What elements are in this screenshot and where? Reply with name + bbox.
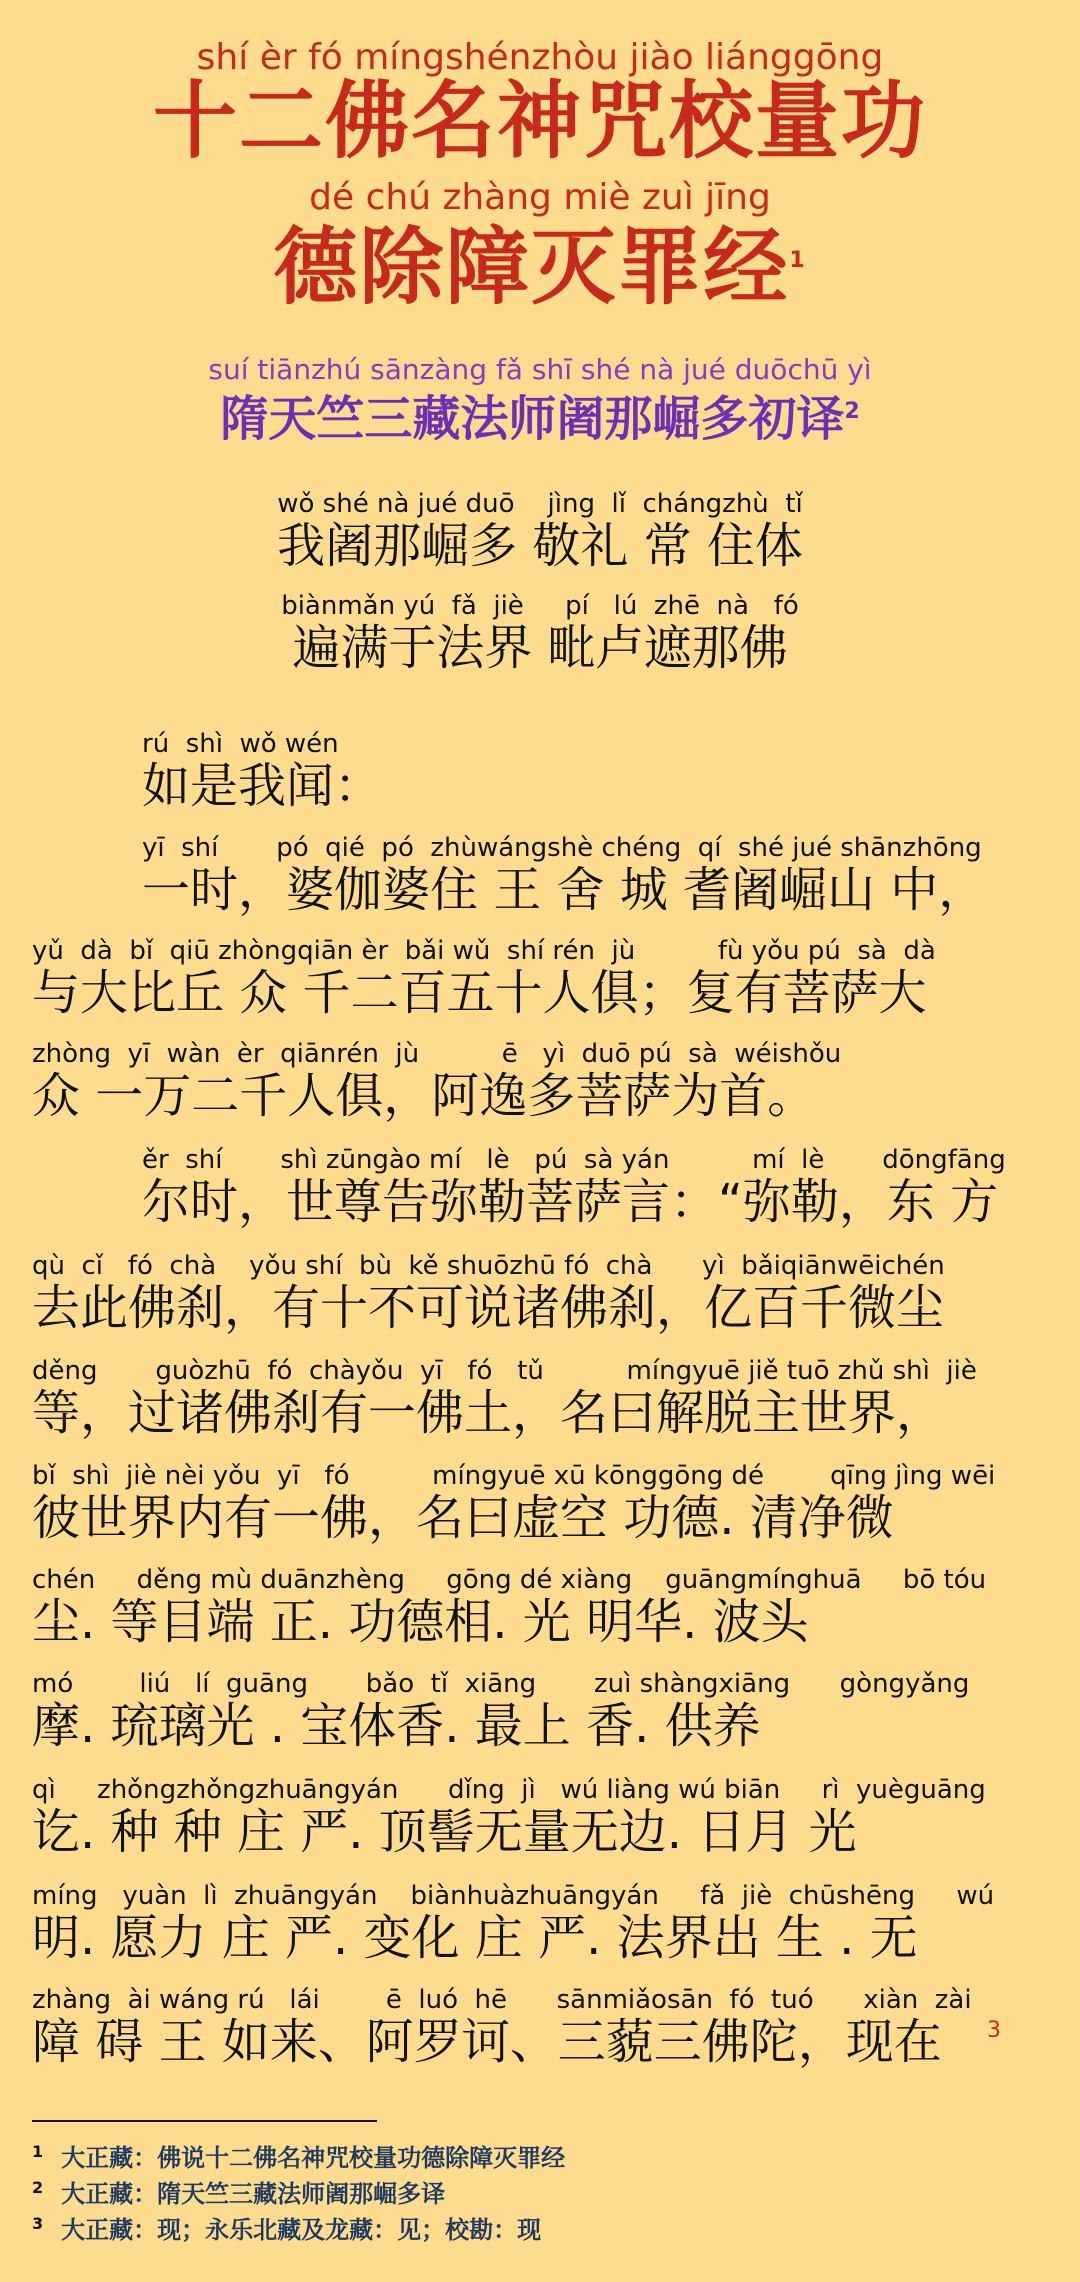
verse-line-1: 我阇那崛多 敬礼 常 住体 <box>277 518 803 574</box>
verse-line-1-pinyin: wǒ shé nà jué duō jìng lǐ chángzhù tǐ <box>277 489 803 519</box>
body-line-pinyin: mó liú lí guāng bǎo tǐ xiāng zuì shàngxiāng gòngyǎng <box>32 1669 970 1699</box>
body-line-pinyin: yī shí pó qié pó zhùwángshè chéng qí shé jué shānzhōng <box>142 833 982 863</box>
body-line-text: 去此佛刹，有十不可说诸佛刹，亿百千微尘 <box>32 1280 945 1336</box>
body-line-pinyin: yǔ dà bǐ qiū zhòngqiān èr bǎi wǔ shí rén jù fù yǒu pú sà dà <box>32 936 936 966</box>
body-line-pinyin: qù cǐ fó chà yǒu shí bù kě shuōzhū fó chà yì bǎiqiānwēichén <box>32 1251 945 1281</box>
translator-text: 隋天竺三藏法师阇那崛多初译 <box>220 391 845 447</box>
translator-pinyin: suí tiānzhú sānzàng fǎ shī shé nà jué duōchū yì <box>208 353 872 386</box>
body-line-pinyin: bǐ shì jiè nèi yǒu yī fó míngyuē xū kōnggōng dé qīng jìng wēi <box>32 1461 996 1491</box>
body-line-text: 明. 愿力 庄 严. 变化 庄 严. 法界出 生 . 无 <box>32 1910 918 1966</box>
body-line-pinyin: ěr shí shì zūngào mí lè pú sà yán mí lè dōngfāng <box>142 1145 1006 1175</box>
body-line-text: 与大比丘 众 千二百五十人俱；复有菩萨大 <box>32 965 927 1021</box>
body-line-pinyin: chén děng mù duānzhèng gōng dé xiàng guāngmínghuā bō tóu <box>32 1565 987 1595</box>
body-line <box>32 1986 1052 2070</box>
body-line-pinyin: míng yuàn lì zhuāngyán biànhuàzhuāngyán fǎ jiè chūshēng wú <box>32 1881 995 1911</box>
body-line <box>32 937 1052 1021</box>
title-line2-text: 德除障灭罪经 <box>273 218 790 316</box>
footnote-mark-3: 3 <box>987 2018 1001 2043</box>
body-line-text-content: 障 碍 王 如来、阿罗诃、三藐三佛陀，现在 <box>32 2014 942 2070</box>
body-line-text: 尔时，世尊告弥勒菩萨言：“弥勒，东 方 <box>142 1174 999 1230</box>
body-line-text: 尘. 等目端 正. 功德相. 光 明华. 波头 <box>32 1594 809 1650</box>
body-line <box>32 1040 1052 1124</box>
translator-footnote-mark: 2 <box>844 399 860 424</box>
footnote-divider <box>32 2120 377 2122</box>
body-line <box>32 1882 1052 1966</box>
body-line <box>32 730 1080 814</box>
verse-line-2: 遍满于法界 毗卢遮那佛 <box>292 620 788 676</box>
body-line <box>32 1566 1052 1650</box>
body-line-pinyin: zhàng ài wáng rú lái ē luó hē sānmiǎosān fó tuó xiàn zài <box>32 1985 972 2015</box>
footnote-3 <box>32 2209 541 2245</box>
footnote-number: 2 <box>32 2178 44 2197</box>
translator-block <box>0 355 1080 446</box>
footnote-1 <box>32 2137 565 2173</box>
title-line1: 十二佛名神咒校量功 <box>152 72 927 170</box>
body-line-pinyin: zhòng yī wàn èr qiānrén jù ē yì duō pú sà wéishǒu <box>32 1039 842 1069</box>
body-line-text: 讫. 种 种 庄 严. 顶髻无量无边. 日月 光 <box>32 1804 857 1860</box>
title-line2-pinyin: dé chú zhàng miè zuì jīng <box>309 177 771 218</box>
body-line <box>32 1776 1052 1860</box>
footnote-text: 大正藏：隋天竺三藏法师阇那崛多译 <box>61 2180 446 2208</box>
body-line-text: 彼世界内有一佛，名曰虚空 功德. 清净微 <box>32 1490 894 1546</box>
body-line <box>32 1670 1052 1754</box>
body-line-text: 如是我闻： <box>142 758 383 814</box>
body-line-pinyin: děng guòzhū fó chàyǒu yī fó tǔ míngyuē jiě tuō zhǔ shì jiè <box>32 1356 977 1386</box>
footnote-number: 3 <box>32 2214 44 2233</box>
body-line <box>32 1252 1052 1336</box>
body-line-pinyin: rú shì wǒ wén <box>142 729 339 759</box>
body-line-text: 众 一万二千人俱，阿逸多菩萨为首。 <box>32 1068 816 1124</box>
body-line-pinyin: qì zhǒngzhǒngzhuāngyán dǐng jì wú liàng wú biān rì yuèguāng <box>32 1775 986 1805</box>
body-line <box>32 1146 1080 1230</box>
footnote-text: 大正藏：佛说十二佛名神咒校量功德除障灭罪经 <box>61 2144 566 2172</box>
body-line-text: 一时，婆伽婆住 王 舍 城 耆阇崛山 中， <box>142 862 987 918</box>
footnote-text: 大正藏：现；永乐北藏及龙藏：见；校勘：现 <box>61 2216 542 2244</box>
body-line-text: 摩. 琉璃光 . 宝体香. 最上 香. 供养 <box>32 1698 761 1754</box>
footnote-number: 1 <box>32 2142 44 2161</box>
footnote-2 <box>32 2173 445 2209</box>
translator-line <box>0 385 1080 446</box>
title-block <box>0 37 1080 316</box>
body-line-text <box>32 2014 1052 2070</box>
title-line2 <box>0 216 1080 316</box>
body-line <box>32 834 1080 918</box>
title-line1-pinyin: shí èr fó míngshénzhòu jiào liánggōng <box>196 37 884 78</box>
title-footnote-mark: 1 <box>789 248 807 273</box>
body-line <box>32 1462 1052 1546</box>
body-line <box>32 1357 1052 1441</box>
verse-line-2-pinyin: biànmǎn yú fǎ jiè pí lú zhē nà fó <box>281 591 799 621</box>
verse-block <box>0 490 1080 676</box>
body-line-text: 等，过诸佛刹有一佛土，名曰解脱主世界， <box>32 1385 945 1441</box>
